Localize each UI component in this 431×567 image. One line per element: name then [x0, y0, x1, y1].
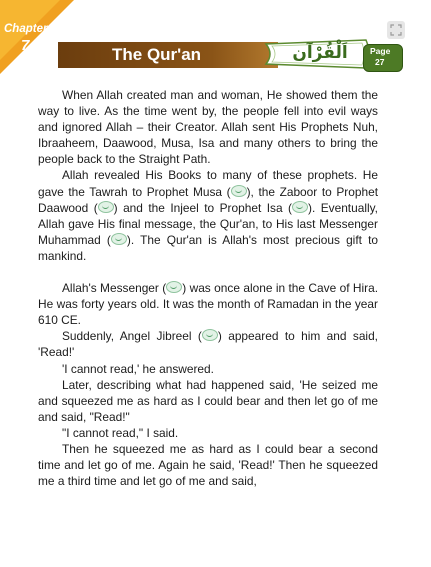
pbuh-icon: [202, 329, 218, 341]
paragraph-text: ) appeared to him and said, 'Read!': [38, 329, 378, 360]
paragraph-text: ). Eventually, Allah gave His final message, the Qur'an, to His last Messenger Muhammad (: [38, 200, 378, 247]
paragraph-text: Allah revealed His Books to many of these prophets. He gave the Tawrah to Prophet Musa (: [38, 168, 378, 199]
paragraph-text: ) and the Injeel to Prophet Isa (: [113, 200, 292, 215]
chapter-tab: [0, 0, 80, 80]
paragraph: [38, 280, 378, 328]
paragraph-text: 'I cannot read,' he answered.: [62, 361, 214, 376]
arabic-title: اَلْقُرْآن: [292, 43, 348, 63]
pbuh-icon: [166, 281, 182, 293]
pbuh-icon: [111, 233, 127, 245]
chapter-text: [38, 87, 378, 489]
paragraph: [38, 425, 378, 441]
paragraph-text: Then he squeezed me as hard as I could bear a second time and let go of me. Again he said, 'Read!' Then he squeezed me a third time and let go of me and said,: [38, 441, 378, 489]
paragraph-text: Later, describing what had happened said, 'He seized me and squeezed me as hard as I could bear and then let go of me and said, "Read!": [38, 377, 378, 424]
paragraph: [38, 441, 378, 489]
expand-icon[interactable]: [387, 21, 405, 39]
paragraph: [38, 167, 378, 264]
paragraph: [38, 377, 378, 425]
paragraph: [38, 361, 378, 377]
page-title: The Qur'an: [112, 45, 202, 64]
pbuh-icon: [98, 201, 114, 213]
page-number: 27: [375, 57, 385, 67]
chapter-number: 7: [21, 37, 30, 54]
page-label: Page: [370, 46, 391, 56]
paragraph: [38, 87, 378, 167]
paragraph-text: ) was once alone in the Cave of Hira. He was forty years old. It was the month of Ramadan in the year 610 CE.: [38, 281, 379, 328]
paragraph-text: "I cannot read," I said.: [62, 425, 179, 440]
paragraph-text: Suddenly, Angel Jibreel (: [62, 329, 202, 344]
paragraph-text: Allah's Messenger (: [62, 281, 167, 296]
paragraph: [38, 328, 378, 360]
paragraph-text: ), the Zaboor to Prophet Daawood (: [38, 184, 378, 215]
paragraph-text: When Allah created man and woman, He showed them the way to live. As the time went by, the people fell into evil ways and ignored Allah – their Creator. Allah sent His Prophets Nuh, Ibraaheem, Daawood, Musa, Isa and many others to bring the people back to the Straight Path.: [38, 88, 378, 167]
pbuh-icon: [231, 185, 247, 197]
pbuh-icon: [292, 201, 308, 213]
paragraph-text: ). The Qur'an is Allah's most precious gift to mankind.: [38, 232, 378, 263]
chapter-label: Chapter: [4, 23, 48, 35]
chapter-tab-shape: [0, 0, 80, 80]
